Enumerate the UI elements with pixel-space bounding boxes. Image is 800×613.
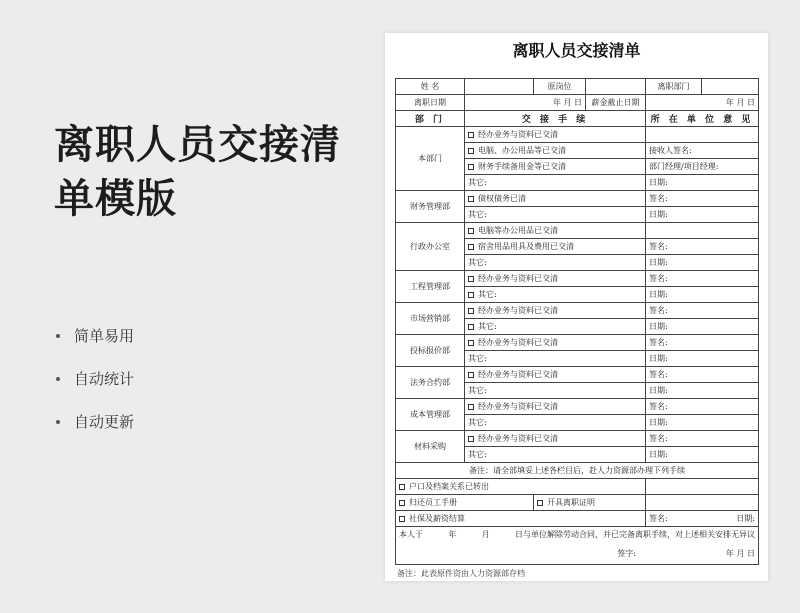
handover-text: 其它: bbox=[468, 418, 487, 427]
handover-item bbox=[465, 431, 646, 447]
handover-other bbox=[465, 415, 646, 431]
header-handover: 交 接 手 续 bbox=[465, 111, 646, 127]
opinion-cell bbox=[646, 159, 759, 175]
handover-other bbox=[465, 175, 646, 191]
opinion-text: 签名: bbox=[649, 338, 668, 347]
hr-text: 户口及档案关系已转出 bbox=[409, 482, 489, 491]
handover-text: 经办业务与资料已交清 bbox=[478, 130, 558, 139]
remark-row bbox=[396, 463, 759, 479]
handover-item bbox=[465, 159, 646, 175]
dept-label: 本部门 bbox=[418, 154, 442, 163]
checkbox-icon bbox=[468, 228, 474, 234]
section-dept bbox=[396, 399, 465, 431]
opinion-cell bbox=[646, 239, 759, 255]
section-dept bbox=[396, 223, 465, 271]
bullet-icon bbox=[56, 420, 60, 424]
opinion-text: 签名: bbox=[649, 194, 668, 203]
page-title: 离职人员交接清单模版 bbox=[54, 122, 341, 222]
handover-item bbox=[465, 367, 646, 383]
section-row bbox=[396, 127, 759, 143]
opinion-cell bbox=[646, 383, 759, 399]
handover-other bbox=[465, 447, 646, 463]
opinion-cell bbox=[646, 223, 759, 239]
section-dept bbox=[396, 191, 465, 223]
opinion-text: 日期: bbox=[649, 418, 668, 427]
hr-sign-cell bbox=[646, 511, 759, 527]
leave-dept-label: 离职部门 bbox=[646, 79, 702, 95]
handover-text: 其它: bbox=[468, 210, 487, 219]
checkbox-icon bbox=[399, 484, 405, 490]
handover-other bbox=[465, 351, 646, 367]
section-row bbox=[396, 431, 759, 447]
opinion-text: 日期: bbox=[649, 290, 668, 299]
signature-date: 年 月 日 bbox=[725, 548, 755, 558]
opinion-text: 部门经理/项目经理: bbox=[649, 162, 719, 171]
document-preview bbox=[385, 33, 768, 581]
handover-text: 其它: bbox=[478, 322, 497, 331]
section-row bbox=[396, 399, 759, 415]
handover-text: 其它: bbox=[468, 178, 487, 187]
signature-label: 签字: bbox=[617, 548, 636, 558]
checkbox-icon bbox=[468, 292, 474, 298]
feature-item: 自动统计 bbox=[56, 357, 134, 400]
position-value bbox=[586, 79, 646, 95]
header-dept: 部 门 bbox=[396, 111, 465, 127]
leave-date-value: 年 月 日 bbox=[465, 95, 586, 111]
position-label: 原岗位 bbox=[534, 79, 586, 95]
opinion-cell bbox=[646, 127, 759, 143]
handover-text: 经办业务与资料已交清 bbox=[478, 402, 558, 411]
handover-text: 其它: bbox=[468, 450, 487, 459]
opinion-text: 日期: bbox=[649, 322, 668, 331]
checkbox-icon bbox=[468, 196, 474, 202]
hr-row bbox=[396, 479, 759, 495]
opinion-text: 签名: bbox=[649, 274, 668, 283]
opinion-cell bbox=[646, 303, 759, 319]
opinion-cell bbox=[646, 399, 759, 415]
checkbox-icon bbox=[468, 436, 474, 442]
checkbox-icon bbox=[399, 516, 405, 522]
opinion-text: 日期: bbox=[649, 386, 668, 395]
dept-label: 材料采购 bbox=[414, 442, 446, 451]
section-dept bbox=[396, 335, 465, 367]
checkbox-icon bbox=[468, 324, 474, 330]
handover-item bbox=[465, 191, 646, 207]
statement-text: 本人于 bbox=[399, 530, 423, 540]
footnote: 备注：此表原件资由人力资源部存档 bbox=[397, 569, 525, 578]
handover-text: 宿舍用品用具及费用已交清 bbox=[478, 242, 574, 251]
handover-text: 经办业务与资料已交清 bbox=[478, 434, 558, 443]
bullet-icon bbox=[56, 377, 60, 381]
handover-item bbox=[465, 335, 646, 351]
checkbox-icon bbox=[468, 244, 474, 250]
handover-text: 其它: bbox=[468, 354, 487, 363]
checkbox-icon bbox=[468, 148, 474, 154]
checkbox-icon bbox=[468, 164, 474, 170]
opinion-text: 接收人签名: bbox=[649, 146, 692, 155]
dept-label: 工程管理部 bbox=[410, 282, 450, 291]
statement-year: 年 bbox=[448, 530, 457, 540]
opinion-text: 签名: bbox=[649, 434, 668, 443]
handover-text: 电脑、办公用品等已交清 bbox=[478, 146, 566, 155]
section-row bbox=[396, 367, 759, 383]
statement-cell bbox=[396, 527, 759, 543]
dept-label: 行政办公室 bbox=[410, 242, 450, 251]
checkbox-icon bbox=[468, 404, 474, 410]
hr-item bbox=[534, 495, 646, 511]
opinion-text: 签名: bbox=[649, 370, 668, 379]
handover-text: 其它: bbox=[468, 258, 487, 267]
handover-text: 经办业务与资料已交清 bbox=[478, 338, 558, 347]
hr-text: 归还员工手册 bbox=[409, 498, 457, 507]
handover-text: 经办业务与资料已交清 bbox=[478, 306, 558, 315]
checkbox-icon bbox=[468, 308, 474, 314]
opinion-text: 签名: bbox=[649, 402, 668, 411]
dept-label: 财务管理部 bbox=[410, 202, 450, 211]
section-row bbox=[396, 271, 759, 287]
handover-text: 其它: bbox=[478, 290, 497, 299]
info-row-1 bbox=[396, 79, 759, 95]
section-row bbox=[396, 223, 759, 239]
hr-text: 开具离职证明 bbox=[547, 498, 595, 507]
remark-text: 备注：请全部填妥上述各栏目后，赴人力资源部办理下列手续 bbox=[469, 466, 685, 475]
handover-item bbox=[465, 239, 646, 255]
bullet-icon bbox=[56, 334, 60, 338]
handover-item bbox=[465, 127, 646, 143]
opinion-text: 日期: bbox=[649, 258, 668, 267]
handover-text: 财务手续备用金等已交清 bbox=[478, 162, 566, 171]
header-opinion: 所 在 单 位 意 见 bbox=[646, 111, 759, 127]
opinion-text: 日期: bbox=[649, 354, 668, 363]
handover-text: 其它: bbox=[468, 386, 487, 395]
name-label: 姓 名 bbox=[396, 79, 465, 95]
date-label: 日期: bbox=[736, 514, 755, 523]
section-dept bbox=[396, 127, 465, 191]
info-row-2 bbox=[396, 95, 759, 111]
handover-item bbox=[465, 271, 646, 287]
section-row bbox=[396, 303, 759, 319]
handover-item bbox=[465, 399, 646, 415]
signature-row bbox=[396, 543, 759, 565]
hr-text: 社保及薪资结算 bbox=[409, 514, 465, 523]
hr-blank bbox=[646, 495, 759, 511]
statement-text: 日与单位解除劳动合同，并已完备离职手续，对上述相关安排无异议 bbox=[514, 530, 755, 540]
opinion-cell bbox=[646, 351, 759, 367]
opinion-cell bbox=[646, 415, 759, 431]
opinion-cell bbox=[646, 447, 759, 463]
opinion-cell bbox=[646, 335, 759, 351]
opinion-text: 签名: bbox=[649, 242, 668, 251]
leave-dept-value bbox=[702, 79, 759, 95]
statement-wrap bbox=[399, 529, 755, 540]
checkbox-icon bbox=[468, 276, 474, 282]
dept-label: 投标报价部 bbox=[410, 346, 450, 355]
opinion-cell bbox=[646, 255, 759, 271]
opinion-cell bbox=[646, 191, 759, 207]
checkbox-icon bbox=[468, 372, 474, 378]
salary-date-value: 年 月 日 bbox=[646, 95, 759, 111]
leave-date-label: 离职日期 bbox=[396, 95, 465, 111]
header-row bbox=[396, 111, 759, 127]
section-dept bbox=[396, 367, 465, 399]
feature-list bbox=[56, 314, 134, 443]
handover-item bbox=[465, 319, 646, 335]
handover-text: 经办业务与资料已交清 bbox=[478, 370, 558, 379]
checkbox-icon bbox=[537, 500, 543, 506]
section-dept bbox=[396, 271, 465, 303]
handover-text: 经办业务与资料已交清 bbox=[478, 274, 558, 283]
opinion-text: 日期: bbox=[649, 178, 668, 187]
signature-cell bbox=[396, 543, 759, 565]
checkbox-icon bbox=[468, 340, 474, 346]
section-dept bbox=[396, 431, 465, 463]
handover-other bbox=[465, 207, 646, 223]
name-value bbox=[465, 79, 534, 95]
dept-label: 成本管理部 bbox=[410, 410, 450, 419]
section-dept bbox=[396, 303, 465, 335]
dept-label: 法务合约部 bbox=[410, 378, 450, 387]
opinion-cell bbox=[646, 207, 759, 223]
dept-label: 市场营销部 bbox=[410, 314, 450, 323]
handover-text: 债权债务已清 bbox=[478, 194, 526, 203]
opinion-text: 日期: bbox=[649, 450, 668, 459]
handover-other bbox=[465, 255, 646, 271]
section-row bbox=[396, 335, 759, 351]
opinion-cell bbox=[646, 271, 759, 287]
opinion-cell bbox=[646, 367, 759, 383]
hr-row bbox=[396, 495, 759, 511]
feature-item: 简单易用 bbox=[56, 314, 134, 357]
opinion-text: 日期: bbox=[649, 210, 668, 219]
sign-label: 签名: bbox=[649, 514, 668, 523]
opinion-cell bbox=[646, 175, 759, 191]
statement-row bbox=[396, 527, 759, 543]
checkbox-icon bbox=[468, 132, 474, 138]
remark-cell bbox=[396, 463, 759, 479]
hr-sign-wrap bbox=[649, 513, 755, 524]
checkbox-icon bbox=[399, 500, 405, 506]
handover-item bbox=[465, 287, 646, 303]
feature-item: 自动更新 bbox=[56, 400, 134, 443]
handover-other bbox=[465, 383, 646, 399]
handover-text: 电脑等办公用品已交清 bbox=[478, 226, 558, 235]
hr-row bbox=[396, 511, 759, 527]
handover-item bbox=[465, 223, 646, 239]
salary-date-label: 薪金截止日期 bbox=[586, 95, 646, 111]
opinion-cell bbox=[646, 143, 759, 159]
hr-item bbox=[396, 495, 534, 511]
document-title: 离职人员交接清单 bbox=[512, 41, 641, 60]
section-row bbox=[396, 191, 759, 207]
handover-item bbox=[465, 143, 646, 159]
handover-item bbox=[465, 303, 646, 319]
hr-item bbox=[396, 479, 646, 495]
statement-month: 月 bbox=[481, 530, 490, 540]
handover-form bbox=[395, 78, 759, 565]
hr-blank bbox=[646, 479, 759, 495]
opinion-cell bbox=[646, 319, 759, 335]
opinion-text: 签名: bbox=[649, 306, 668, 315]
hr-item bbox=[396, 511, 646, 527]
opinion-cell bbox=[646, 287, 759, 303]
opinion-cell bbox=[646, 431, 759, 447]
